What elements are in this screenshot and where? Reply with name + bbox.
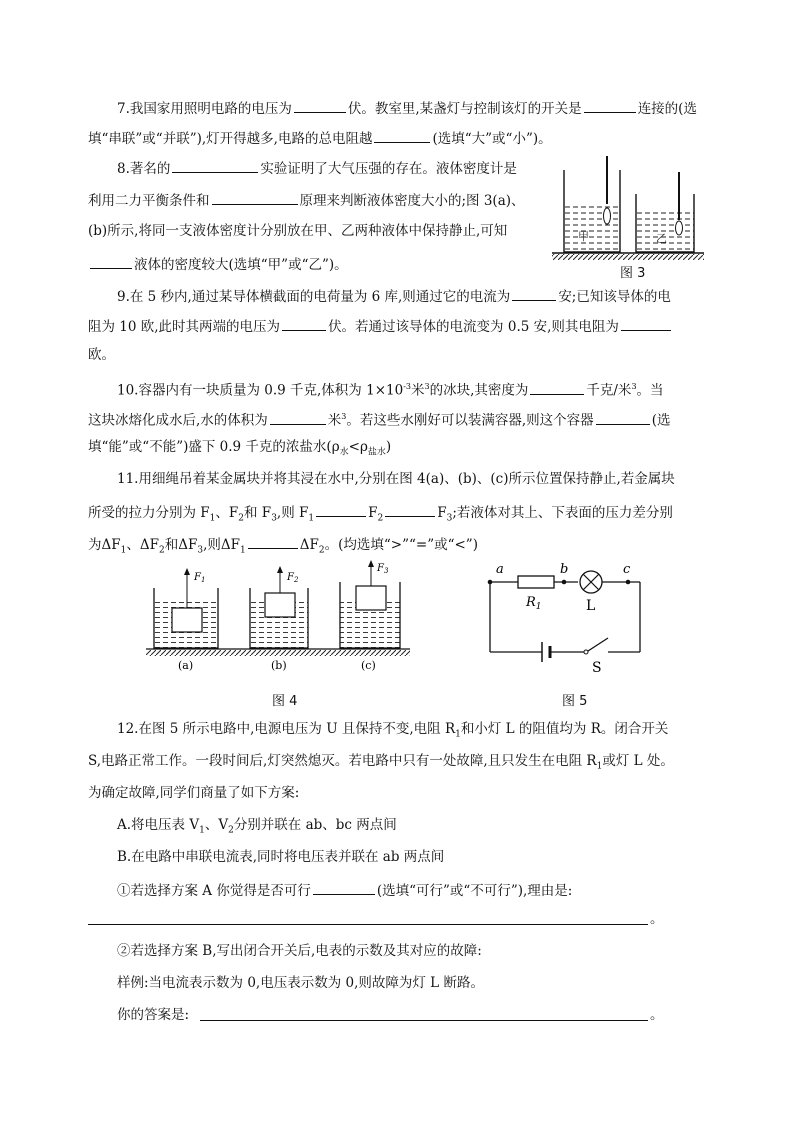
fig5-node-a: a <box>496 562 504 577</box>
answer-blank[interactable] <box>596 410 650 425</box>
answer-blank[interactable] <box>270 410 326 425</box>
fig3-label-b: 乙 <box>656 232 667 245</box>
end-mark: 。 <box>650 1007 664 1023</box>
q8-line1: 8.著名的 实验证明了大气压强的存在。液体密度计是 <box>117 158 517 178</box>
fig4-caption: 图 4 <box>272 694 298 709</box>
q11-line1: 11.用细绳吊着某金属块并将其浸在水中,分别在图 4(a)、(b)、(c)所示位置保持静止,若金属块 <box>117 471 675 487</box>
answer-blank[interactable] <box>374 128 430 143</box>
q12-part2: ②若选择方案 B,写出闭合开关后,电表的示数及其对应的故障: <box>117 943 482 959</box>
answer-blank[interactable] <box>248 534 298 549</box>
q8-line4: 液体的密度较大(选填“甲”或“乙”)。 <box>88 254 348 274</box>
fig4-f2: $F_2$ <box>287 572 299 584</box>
answer-blank[interactable] <box>316 502 366 517</box>
answer-blank[interactable] <box>512 286 556 301</box>
q12-line3: 为确定故障,同学们商量了如下方案: <box>88 785 300 801</box>
q7-line1: 7.我国家用照明电路的电压为 伏。教室里,某盏灯与控制该灯的开关是 连接的(选 <box>117 98 697 118</box>
fig5-node-c: c <box>623 562 631 577</box>
q12-option-b: B.在电路中串联电流表,同时将电压表并联在 ab 两点间 <box>117 849 445 865</box>
answer-blank[interactable] <box>172 158 258 173</box>
q12-sample: 样例:当电流表示数为 0,电压表示数为 0,则故障为灯 L 断路。 <box>117 975 484 991</box>
q12-line2: S,电路正常工作。一段时间后,灯突然熄灭。若电路中只有一处故障,且只发生在电阻 $R_1$或灯 L 处。 <box>88 753 674 772</box>
q12-answer-label: 你的答案是: <box>117 1007 190 1023</box>
q10-line3: 填“能”或“不能”)盛下 0.9 千克的浓盐水$(\rho_水<\rho_{盐水})$ <box>88 439 392 458</box>
answer-blank[interactable] <box>90 254 132 269</box>
answer-blank[interactable] <box>212 190 298 205</box>
q8-line3: (b)所示,将同一支液体密度计分别放在甲、乙两种液体中保持静止,可知 <box>88 223 508 239</box>
answer-blank[interactable] <box>313 880 375 895</box>
q9-line3: 欧。 <box>88 347 115 363</box>
reason-answer-line[interactable] <box>88 924 648 925</box>
end-mark: 。 <box>650 911 664 927</box>
answer-line[interactable] <box>200 1020 648 1021</box>
fig4-label-b: (b) <box>271 659 287 672</box>
q12-part1: ①若选择方案 A 你觉得是否可行 (选填“可行”或“不可行”),理由是: <box>117 880 572 900</box>
fig5-lamp-label: L <box>586 598 596 614</box>
q9-line1: 9.在 5 秒内,通过某导体横截面的电荷量为 6 库,则通过它的电流为 安;已知该导体的电 <box>117 286 671 306</box>
answer-blank[interactable] <box>385 502 435 517</box>
answer-blank[interactable] <box>621 316 671 331</box>
q11-line2: 所受的拉力分别为 $F_1$、$F_2$和 $F_3$,则 $F_1$ $F_2$ $F_3$;若液体对其上、下表面的压力差分别 <box>88 502 673 528</box>
fig4-label-c: (c) <box>361 659 376 672</box>
q10-line2: 这块冰熔化成水后,水的体积为 米$^3$。若这些水刚好可以装满容器,则这个容器 (选 <box>88 408 670 430</box>
fig5-node-b: b <box>560 562 569 577</box>
answer-blank[interactable] <box>584 98 636 113</box>
figure-4 <box>146 560 416 675</box>
answer-blank[interactable] <box>294 98 346 113</box>
figure-3 <box>548 150 708 262</box>
figure-5 <box>480 560 660 675</box>
fig4-f1: $F_1$ <box>194 572 206 584</box>
fig5-caption: 图 5 <box>562 694 588 709</box>
fig4-f3: $F_3$ <box>377 563 389 575</box>
fig3-caption: 图 3 <box>620 266 646 281</box>
q8-line2: 利用二力平衡条件和 原理来判断液体密度大小的;图 3(a)、 <box>88 190 525 210</box>
q12-line1: 12.在图 5 所示电路中,电源电压为 U 且保持不变,电阻 $R_1$和小灯 L 的阻值均为 R。闭合开关 <box>117 721 669 740</box>
q12-option-a: A.将电压表 $V_1$、$V_2$分别并联在 ab、bc 两点间 <box>117 817 397 836</box>
fig5-switch-label: S <box>592 660 602 676</box>
fig4-label-a: (a) <box>178 659 194 672</box>
fig5-resistor-label: $R_1$ <box>526 595 542 612</box>
q11-line3: 为$\Delta F_1$、$\Delta F_2$和$\Delta F_3$,则$\Delta F_1$ $\Delta F_2$。(均选填“>”“=”或“<”) <box>88 534 478 560</box>
answer-blank[interactable] <box>530 380 584 395</box>
fig3-label-a: 甲 <box>578 230 589 243</box>
answer-blank[interactable] <box>282 316 326 331</box>
q10-line1: 10.容器内有一块质量为 0.9 千克,体积为 $1\times 10^{-3}$米$^3$的冰块,其密度为 千克/米$^3$。当 <box>117 378 664 400</box>
q7-line2: 填“串联”或“并联”),灯开得越多,电路的总电阻越 (选填“大”或“小”)。 <box>88 128 552 148</box>
q9-line2: 阻为 10 欧,此时其两端的电压为 伏。若通过该导体的电流变为 0.5 安,则其电阻为 <box>88 316 673 336</box>
